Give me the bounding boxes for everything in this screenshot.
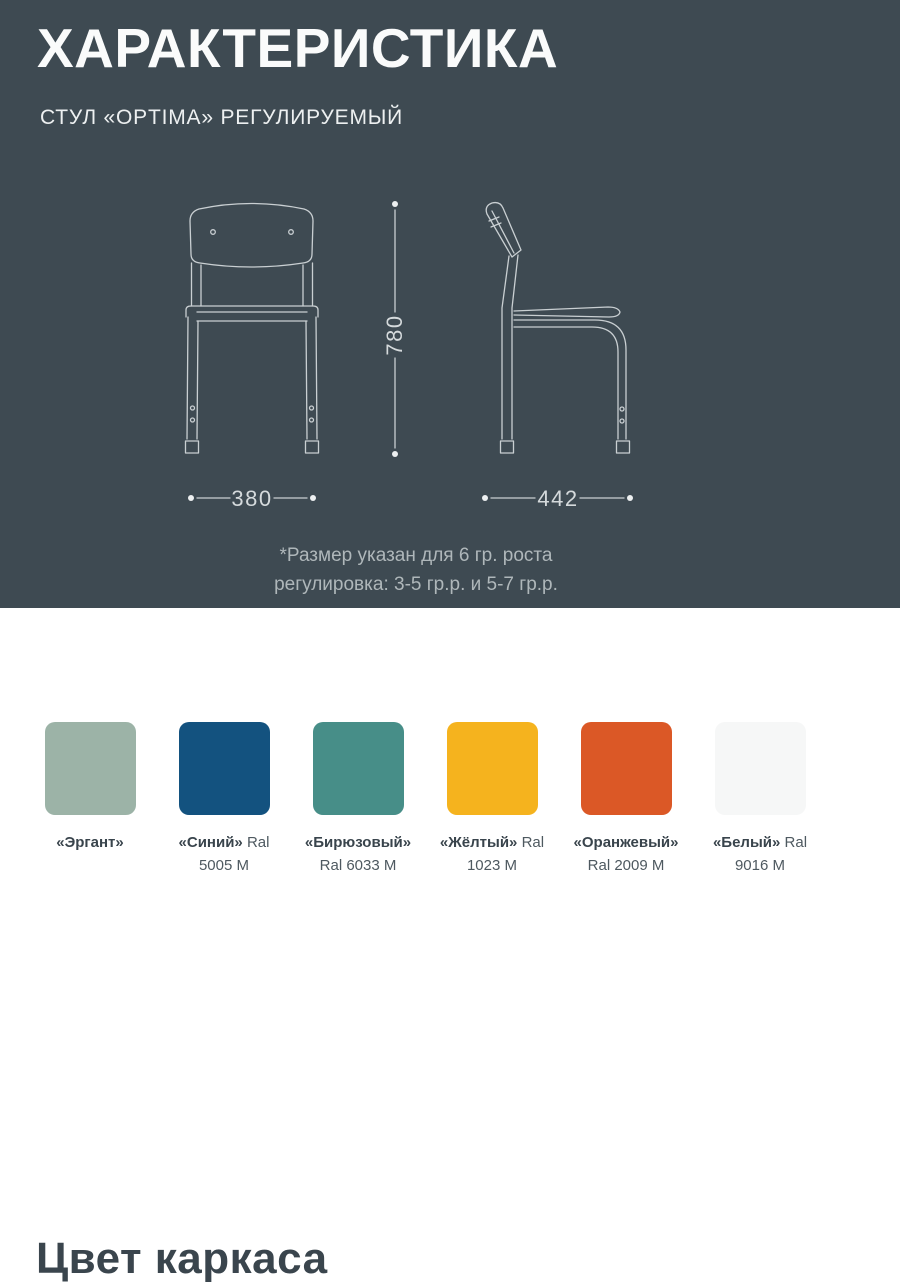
swatch-name: «Синий» bbox=[178, 834, 243, 851]
color-swatch-tile bbox=[581, 722, 672, 815]
swatch-label bbox=[704, 832, 816, 877]
height-adjust-hole-icon bbox=[310, 406, 314, 410]
frame-color-swatches bbox=[23, 722, 827, 877]
height-adjust-hole-icon bbox=[620, 419, 624, 423]
height-adjust-hole-icon bbox=[191, 406, 195, 410]
swatch-name: «Бирюзовый» bbox=[304, 834, 412, 851]
swatch-ral-code: Ral 6033 M bbox=[319, 856, 397, 874]
size-footnote bbox=[248, 542, 584, 599]
swatch-name: «Белый» bbox=[712, 834, 781, 851]
height-dimension-label: 780 bbox=[382, 314, 407, 356]
size-footnote-line1: *Размер указан для 6 гр. роста bbox=[279, 545, 553, 566]
depth-dimension-label: 442 bbox=[537, 486, 579, 511]
swatch-biryuzoviy bbox=[291, 722, 425, 877]
swatch-zheltiy bbox=[425, 722, 559, 877]
backrest-rivet-icon bbox=[211, 230, 216, 235]
height-adjust-hole-icon bbox=[310, 418, 314, 422]
color-swatch-tile bbox=[447, 722, 538, 815]
swatch-ral-code: Ral 1023 M bbox=[466, 834, 545, 874]
color-swatch-tile bbox=[179, 722, 270, 815]
characteristics-panel bbox=[0, 0, 900, 608]
foot-cap bbox=[186, 441, 199, 453]
swatch-beliy bbox=[693, 722, 827, 877]
swatch-ral-code: Ral 2009 M bbox=[587, 856, 665, 874]
color-swatch-tile bbox=[45, 722, 136, 815]
swatch-name: «Жёлтый» bbox=[439, 834, 518, 851]
swatch-label bbox=[570, 832, 682, 877]
height-adjust-hole-icon bbox=[620, 407, 624, 411]
width-dimension bbox=[188, 486, 316, 511]
swatch-ergant bbox=[23, 722, 157, 877]
foot-cap bbox=[306, 441, 319, 453]
swatch-label bbox=[302, 832, 414, 877]
depth-dimension bbox=[482, 486, 633, 511]
chair-dimension-drawing bbox=[150, 190, 650, 510]
color-swatch-tile bbox=[715, 722, 806, 815]
swatch-ral-code: Ral 5005 M bbox=[198, 834, 270, 874]
height-adjust-hole-icon bbox=[191, 418, 195, 422]
foot-cap bbox=[501, 441, 514, 453]
swatch-name: «Эргант» bbox=[56, 834, 124, 851]
size-footnote-line2: регулировка: 3-5 гр.р. и 5-7 гр.р. bbox=[274, 573, 558, 595]
swatch-ral-code: Ral 9016 M bbox=[734, 834, 808, 874]
foot-cap bbox=[617, 441, 630, 453]
backrest-rivet-icon bbox=[289, 230, 294, 235]
swatch-name: «Оранжевый» bbox=[573, 834, 679, 851]
swatch-siniy bbox=[157, 722, 291, 877]
swatch-oranzheviy bbox=[559, 722, 693, 877]
frame-color-title: Цвет каркаса bbox=[36, 1234, 328, 1283]
product-subtitle: СТУЛ «OPTIMA» РЕГУЛИРУЕМЫЙ bbox=[40, 106, 404, 129]
color-swatch-tile bbox=[313, 722, 404, 815]
width-dimension-label: 380 bbox=[231, 486, 273, 511]
swatch-label bbox=[436, 832, 548, 877]
page-title: ХАРАКТЕРИСТИКА bbox=[37, 17, 559, 79]
height-dimension bbox=[382, 201, 407, 457]
chair-side-view bbox=[486, 203, 629, 453]
chair-front-view bbox=[186, 204, 319, 454]
swatch-label bbox=[34, 832, 146, 855]
swatch-label bbox=[168, 832, 280, 877]
